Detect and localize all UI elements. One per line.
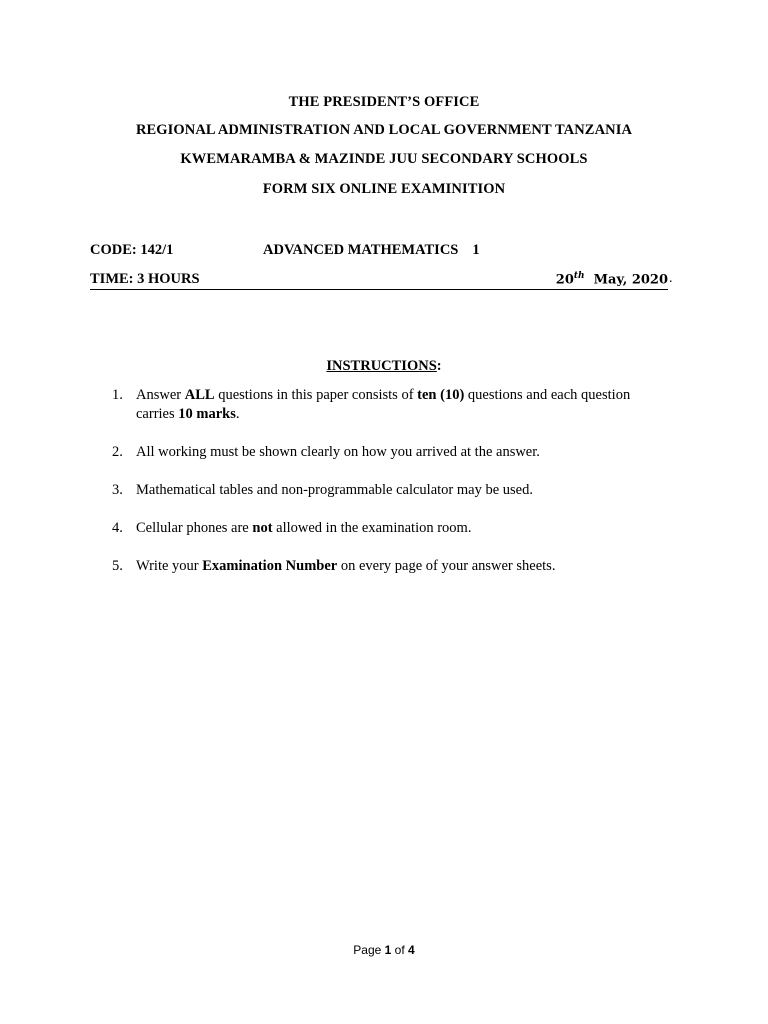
paper-code: CODE: 142/1	[90, 242, 174, 258]
header-line-ministry: REGIONAL ADMINISTRATION AND LOCAL GOVERNMENT TANZANIA	[135, 122, 633, 138]
paper-time: TIME: 3 HOURS	[90, 271, 200, 287]
time-date-row	[90, 271, 668, 290]
total-pages-number: 4	[408, 943, 415, 957]
page-footer	[0, 943, 768, 957]
page-word: Page	[353, 943, 385, 957]
paper-subject: ADVANCED MATHEMATICS	[263, 242, 459, 258]
text-run: Answer	[136, 387, 185, 403]
paper-number: 1	[472, 242, 480, 258]
text-run: allowed in the examination room.	[272, 520, 472, 536]
text-run: .	[235, 406, 240, 422]
of-word: of	[391, 943, 409, 957]
item-text	[136, 519, 666, 538]
date-suffix: th	[573, 271, 585, 281]
instructions-colon: :	[436, 358, 442, 374]
bold-run: not	[252, 520, 273, 536]
paper-date	[556, 271, 668, 287]
item-number: 4.	[112, 520, 123, 536]
item-number: 1.	[112, 387, 123, 403]
item-text: All working must be shown clearly on how you arrived at the answer.	[136, 444, 540, 460]
bold-run: ALL	[184, 387, 215, 403]
paper-subject-row	[263, 242, 480, 259]
current-page-number: 1	[384, 943, 392, 957]
text-run: questions in this paper consists of	[214, 387, 418, 403]
header-line-exam: FORM SIX ONLINE EXAMINITION	[262, 181, 506, 197]
item-text: Mathematical tables and non-programmable calculator may be used.	[136, 482, 533, 498]
header-line-office: THE PRESIDENT’S OFFICE	[288, 94, 480, 110]
instructions-heading	[0, 358, 768, 375]
date-rest: May, 2020	[593, 272, 668, 288]
text-run: Write your	[136, 558, 203, 574]
instructions-title: INSTRUCTIONS	[326, 358, 437, 374]
item-text	[136, 557, 666, 576]
text-run: Cellular phones are	[136, 520, 253, 536]
text-run: on every page of your answer sheets.	[337, 558, 556, 574]
text-run: questions and each question carries	[136, 387, 631, 422]
item-number: 3.	[112, 482, 123, 498]
item-text	[136, 386, 666, 424]
bold-run: 10 marks	[178, 406, 236, 422]
bold-run: Examination Number	[202, 558, 338, 574]
date-day: 20	[555, 272, 574, 288]
bold-run: ten (10)	[417, 387, 465, 403]
item-number: 2.	[112, 444, 123, 460]
item-number: 5.	[112, 558, 123, 574]
date-trailing-dot: .	[669, 271, 673, 286]
header-line-schools: KWEMARAMBA & MAZINDE JUU SECONDARY SCHOOLS	[180, 151, 588, 167]
